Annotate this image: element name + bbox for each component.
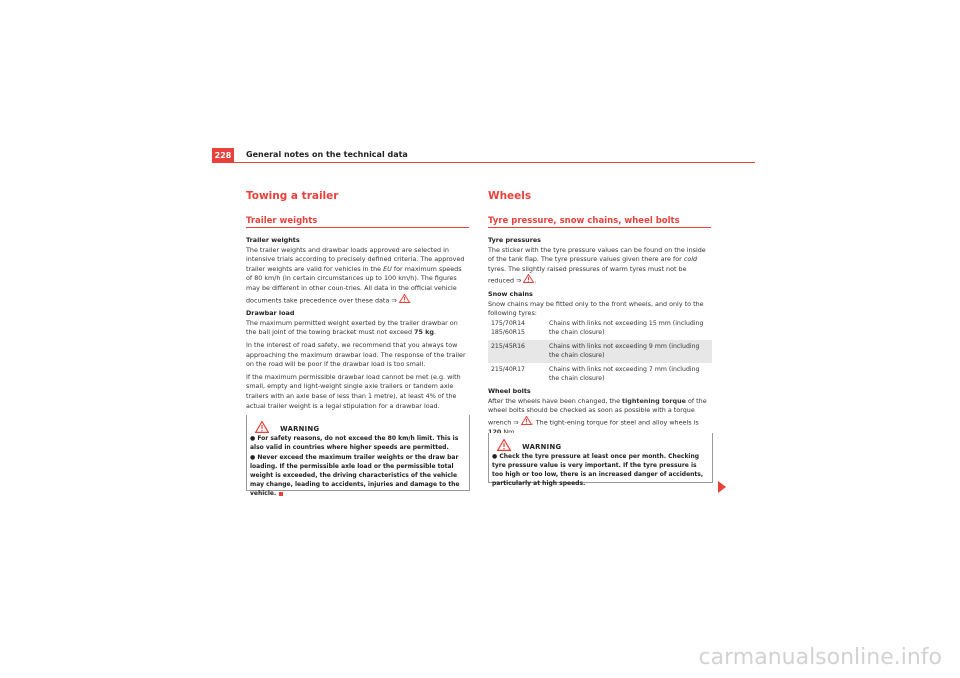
tyre-size-cell: 215/40R17 <box>491 366 525 374</box>
header-rule <box>212 162 755 163</box>
running-title: General notes on the technical data <box>246 150 408 159</box>
left-body <box>246 236 469 414</box>
paragraph-trailer-weights: The trailer weights and drawbar loads approved are selected in intensive trials according to precisely defined criteria. The approved trailer weights are valid for vehicles in the EU for maximum speeds of 80 km/h (in certain circumstances up to 100 km/h). The figures may be different in other coun-tries. All data in the official vehicle documents take precedence over these data ⇒ . <box>246 246 469 307</box>
warning-body <box>489 452 712 488</box>
tyre-size-cell: 215/45R16 <box>488 340 546 363</box>
warning-bullet: ● Never exceed the maximum trailer weights or the draw bar loading. If the permissible axle load or the permissible total weight is exceeded, the driving characteristics of the vehicle may change, leading to accidents, injuries and damage to the vehicle. <box>250 454 460 497</box>
subsection-rule <box>246 227 469 228</box>
subsection-rule <box>488 227 711 228</box>
bullet-icon: ● <box>250 435 258 442</box>
paragraph-legal-stipulation: If the maximum permissible drawbar load cannot be met (e.g. with small, empty and light-weight single axle trailers or tandem axle trailers with an axle base of less than 1 metre), at least 4% of the actual trailer weight is a legal stipulation for a drawbar load. <box>246 372 461 410</box>
paragraph-road-safety: In the interest of road safety, we recommend that you always tow approaching the maximum drawbar load. The response of the trailer on the road will be poor if the drawbar load is too small. <box>246 340 466 369</box>
bullet-icon: ● <box>250 454 258 461</box>
warning-box-right <box>488 433 713 487</box>
bullet-icon: ● <box>492 453 500 460</box>
watermark: carmanualsonline.info <box>698 645 942 670</box>
section-title-wheels: Wheels <box>488 190 532 202</box>
warning-body <box>247 434 469 498</box>
warning-bullet: ● For safety reasons, do not exceed the 80 km/h limit. This is also valid in countries where higher speeds are permitted. <box>250 435 459 451</box>
right-body-top <box>488 236 712 322</box>
warning-triangle-icon <box>523 274 534 287</box>
continue-arrow-icon <box>718 481 726 493</box>
label-wheel-bolts: Wheel bolts <box>488 387 531 395</box>
table-row <box>488 363 712 386</box>
chain-desc-cell: Chains with links not exceeding 15 mm (including the chain closure) <box>549 320 704 336</box>
label-trailer-weights: Trailer weights <box>246 236 300 244</box>
subsection-title-trailer-weights: Trailer weights <box>246 216 318 226</box>
snow-chain-table <box>488 317 712 387</box>
chain-desc-cell: Chains with links not exceeding 7 mm (including the chain closure) <box>549 366 700 382</box>
warning-bullet: ● Check the tyre pressure at least once per month. Checking tyre pressure value is very important. If the tyre pressure is too high or too low, there is an increased danger of accidents, particularly at high speeds. <box>492 453 704 487</box>
table-row <box>488 317 712 340</box>
tyre-size-cell: 175/70R14 185/60R15 <box>491 320 525 336</box>
warning-triangle-icon <box>521 416 532 429</box>
subsection-title-tyre-pressure: Tyre pressure, snow chains, wheel bolts <box>488 216 680 226</box>
table-row <box>488 340 712 363</box>
warning-title: WARNING <box>522 442 562 451</box>
end-square-icon <box>279 492 283 496</box>
label-snow-chains: Snow chains <box>488 289 533 298</box>
section-title-towing: Towing a trailer <box>246 190 339 202</box>
label-tyre-pressures: Tyre pressures <box>488 236 541 244</box>
warning-title: WARNING <box>280 424 320 433</box>
label-drawbar-load: Drawbar load <box>246 309 295 318</box>
warning-triangle-icon <box>399 294 410 307</box>
paragraph-drawbar-load: The maximum permitted weight exerted by the trailer drawbar on the ball joint of the towing bracket must not exceed 75 kg. <box>246 318 458 337</box>
page-number: 228 <box>212 148 234 163</box>
paragraph-wheel-bolts: After the wheels have been changed, the tightening torque of the wheel bolts should be checked as soon as possible with a torque wrench ⇒ . The tight-ening torque for steel and alloy wheels is <box>488 397 712 438</box>
chain-desc-cell: Chains with links not exceeding 9 mm (including the chain closure) <box>546 340 712 363</box>
warning-header <box>489 433 712 452</box>
warning-header <box>247 415 469 434</box>
paragraph-tyre-pressures: The sticker with the tyre pressure values can be found on the inside of the tank flap. The tyre pressure values given there are for cold tyres. The slightly raised pressures of warm tyres must not be reduced ⇒ . <box>488 246 712 287</box>
warning-box-left <box>246 415 470 497</box>
paragraph-snow-chains: Snow chains may be fitted only to the front wheels, and only to the following tyres: <box>488 299 704 318</box>
